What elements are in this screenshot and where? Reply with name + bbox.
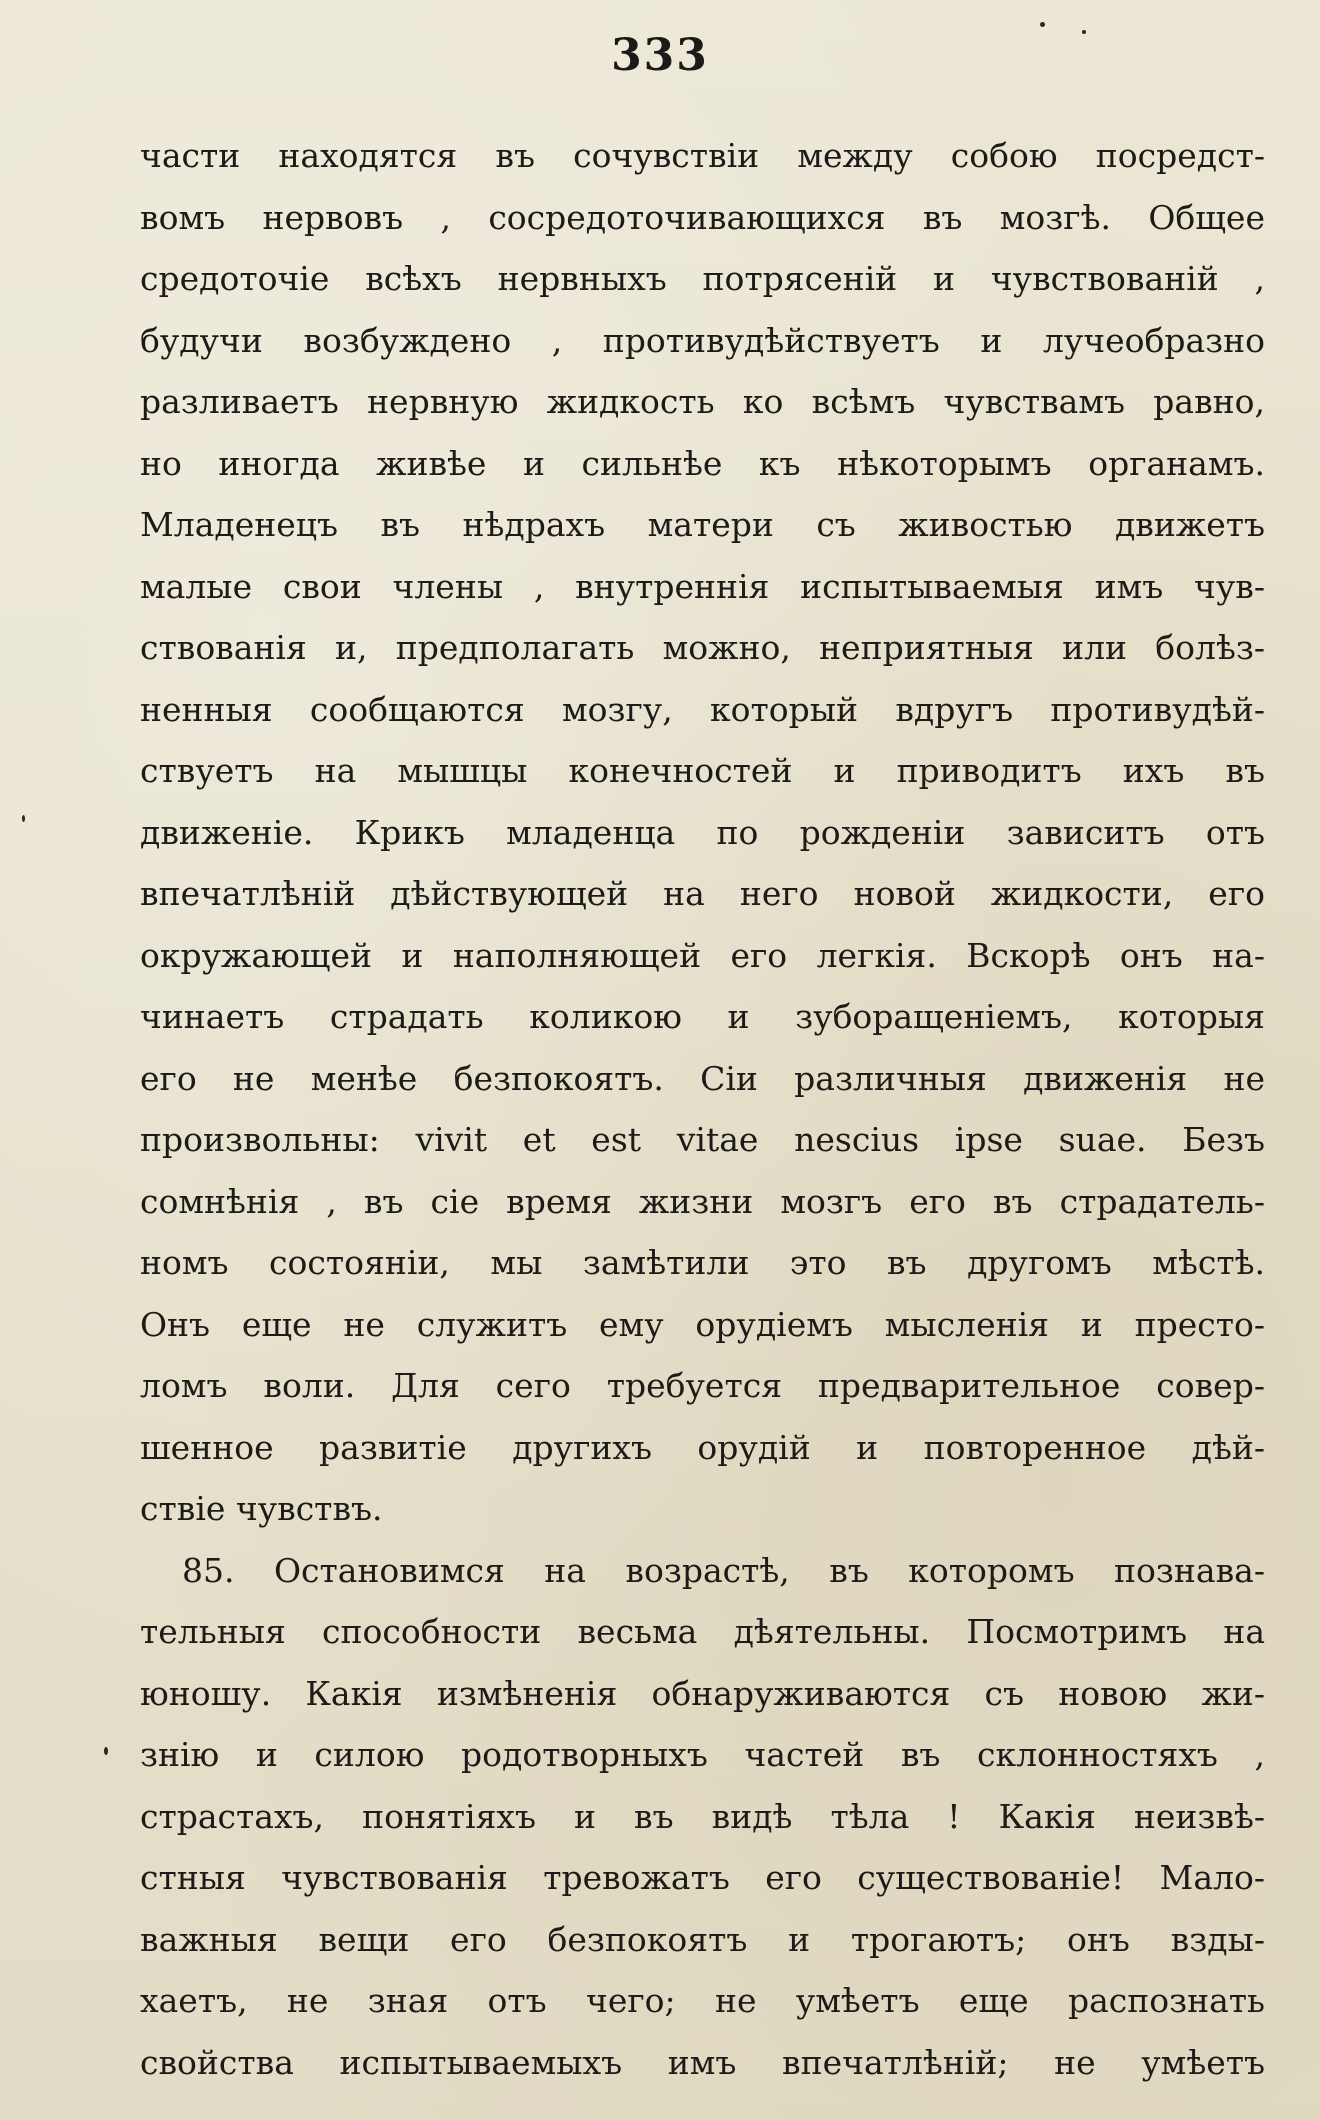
- text-line: разливаетъ нервную жидкость ко всѣмъ чувствамъ равно,: [140, 382, 1265, 421]
- text-line: свойства испытываемыхъ имъ впечатлѣній; не умѣетъ: [140, 2042, 1265, 2082]
- text-line: малые свои члены , внутреннія испытываемыя имъ чув-: [140, 566, 1265, 606]
- text-line: знію и силою родотворныхъ частей въ склонностяхъ ,: [140, 1735, 1265, 1774]
- text-line: будучи возбуждено , противудѣйствуетъ и лучеобразно: [140, 320, 1265, 360]
- text-line: ненныя сообщаются мозгу, который вдругъ противудѣй-: [140, 689, 1265, 729]
- text-line: ломъ воли. Для сего требуется предварительное совер-: [140, 1366, 1265, 1405]
- text-line: шенное развитіе другихъ орудій и повторенное дѣй-: [140, 1427, 1265, 1467]
- text-line: тельныя способности весьма дѣятельны. Посмотримъ на: [140, 1612, 1265, 1651]
- text-line: ствованія и, предполагать можно, неприятныя или болѣз-: [140, 628, 1265, 667]
- text-line: Младенецъ въ нѣдрахъ матери съ живостью движетъ: [140, 505, 1265, 544]
- paragraph-start-line: 85. Остановимся на возрастѣ, въ которомъ познава-: [182, 1550, 1265, 1590]
- text-line: средоточіе всѣхъ нервныхъ потрясеній и чувствованій ,: [140, 259, 1265, 298]
- text-line: Онъ еще не служитъ ему орудіемъ мысленія и престо-: [140, 1304, 1265, 1344]
- paper-speck: [1082, 30, 1086, 34]
- paragraph-end-line: ствіе чувствъ.: [140, 1489, 383, 1528]
- text-line: ствуетъ на мышцы конечностей и приводитъ ихъ въ: [140, 751, 1265, 790]
- body-text: [140, 125, 1265, 2093]
- text-line: его не менѣе безпокоятъ. Сіи различныя движенія не: [140, 1058, 1265, 1098]
- text-line: впечатлѣній дѣйствующей на него новой жидкости, его: [140, 874, 1265, 913]
- text-line: страстахъ, понятіяхъ и въ видѣ тѣла ! Какія неизвѣ-: [140, 1796, 1265, 1836]
- paper-speck: [104, 1747, 108, 1755]
- text-line: стныя чувствованія тревожатъ его существованіе! Мало-: [140, 1858, 1265, 1897]
- text-line: номъ состояніи, мы замѣтили это въ другомъ мѣстѣ.: [140, 1243, 1265, 1282]
- paper-speck: [1040, 22, 1045, 27]
- text-line: окружающей и наполняющей его легкія. Вскорѣ онъ на-: [140, 935, 1265, 975]
- text-line: сомнѣнія , въ сіе время жизни мозгъ его въ страдатель-: [140, 1181, 1265, 1221]
- text-line: чинаетъ страдать коликою и зуборащеніемъ, которыя: [140, 997, 1265, 1036]
- page-number: 333: [611, 30, 709, 81]
- text-line: но иногда живѣе и сильнѣе къ нѣкоторымъ органамъ.: [140, 443, 1265, 483]
- text-line: вомъ нервовъ , сосредоточивающихся въ мозгѣ. Общее: [140, 197, 1265, 237]
- text-line: важныя вещи его безпокоятъ и трогаютъ; онъ взды-: [140, 1919, 1265, 1959]
- text-line: юношу. Какія измѣненія обнаруживаются съ новою жи-: [140, 1673, 1265, 1713]
- paper-speck: [22, 815, 25, 822]
- text-line: движеніе. Крикъ младенца по рожденіи зависитъ отъ: [140, 812, 1265, 852]
- text-line: хаетъ, не зная отъ чего; не умѣетъ еще распознать: [140, 1981, 1265, 2020]
- text-line: произвольны: vivit et est vitae nescius ipse suae. Безъ: [140, 1120, 1265, 1159]
- text-line: части находятся въ сочувствіи между собою посредст-: [140, 136, 1265, 175]
